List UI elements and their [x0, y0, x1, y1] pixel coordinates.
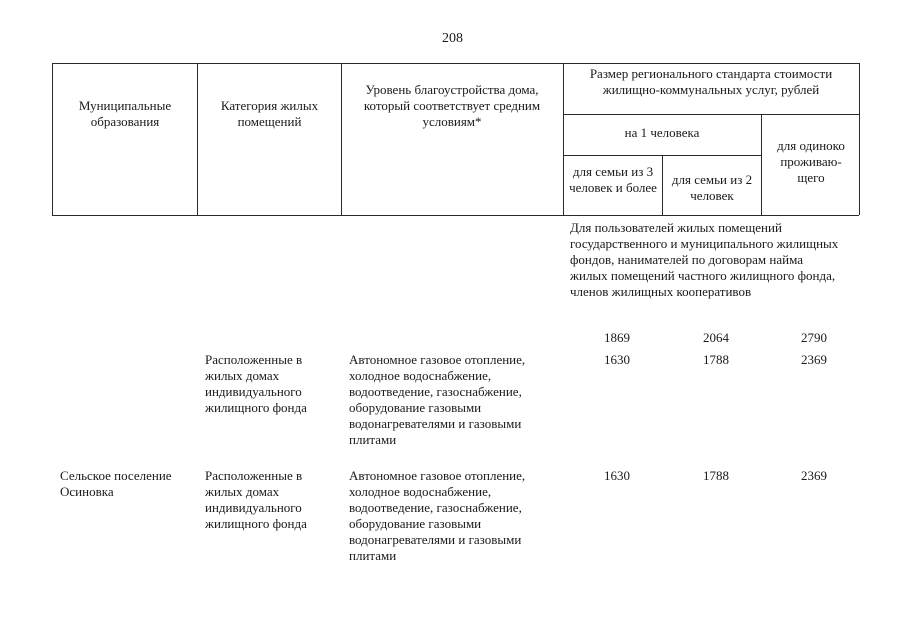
value-single: 2369 [801, 352, 827, 367]
table-left-border [52, 63, 53, 215]
value-family3: 1630 [604, 468, 630, 483]
table-right-border [859, 63, 860, 215]
col-divider-2 [341, 63, 342, 215]
category-cell: Расположенные в жилых домах индивидуального жилищного фонда [205, 352, 307, 415]
table-top-border [52, 63, 859, 64]
value-family2: 1788 [703, 352, 729, 367]
level-cell: Автономное газовое отопление, холодное водоснабжение, водоотведение, газоснабжение, оборудование газовыми водонагревателями и газовыми плитами [349, 352, 526, 447]
header-family3: для семьи из 3 человек и более [569, 164, 657, 195]
col-divider-5 [761, 114, 762, 215]
header-family2: для семьи из 2 человек [671, 172, 753, 203]
municipality-cell: Сельское поселение Осиновка [60, 468, 172, 499]
value-single: 2369 [801, 468, 827, 483]
header-level: Уровень благоустройства дома, который соответствует средним условиям* [363, 82, 541, 129]
section-title: Для пользователей жилых помещений государственного и муниципального жилищных фондов, нанимателей по договорам найма жилых помещений частного жилищного фонда, членов жилищных кооперативов [570, 220, 839, 299]
header-standard: Размер регионального стандарта стоимости жилищно-коммунальных услуг, рублей [589, 66, 833, 97]
col-divider-1 [197, 63, 198, 215]
header-municipality: Муниципальные образования [78, 98, 172, 129]
col-divider-3 [563, 63, 564, 215]
level-cell: Автономное газовое отопление, холодное водоснабжение, водоотведение, газоснабжение, оборудование газовыми водонагревателями и газовыми плитами [349, 468, 526, 563]
value-single: 2790 [801, 330, 827, 345]
header-single: для одиноко проживаю-щего [777, 138, 845, 185]
value-family2: 1788 [703, 468, 729, 483]
value-family3: 1869 [604, 330, 630, 345]
page-number: 208 [442, 31, 463, 46]
value-family2: 2064 [703, 330, 729, 345]
header-category: Категория жилых помещений [220, 98, 319, 129]
standard-divider [563, 114, 859, 115]
col-divider-4 [662, 155, 663, 215]
value-family3: 1630 [604, 352, 630, 367]
header-per-person: на 1 человека [624, 125, 700, 140]
header-bottom-border [52, 215, 859, 216]
category-cell: Расположенные в жилых домах индивидуального жилищного фонда [205, 468, 307, 531]
